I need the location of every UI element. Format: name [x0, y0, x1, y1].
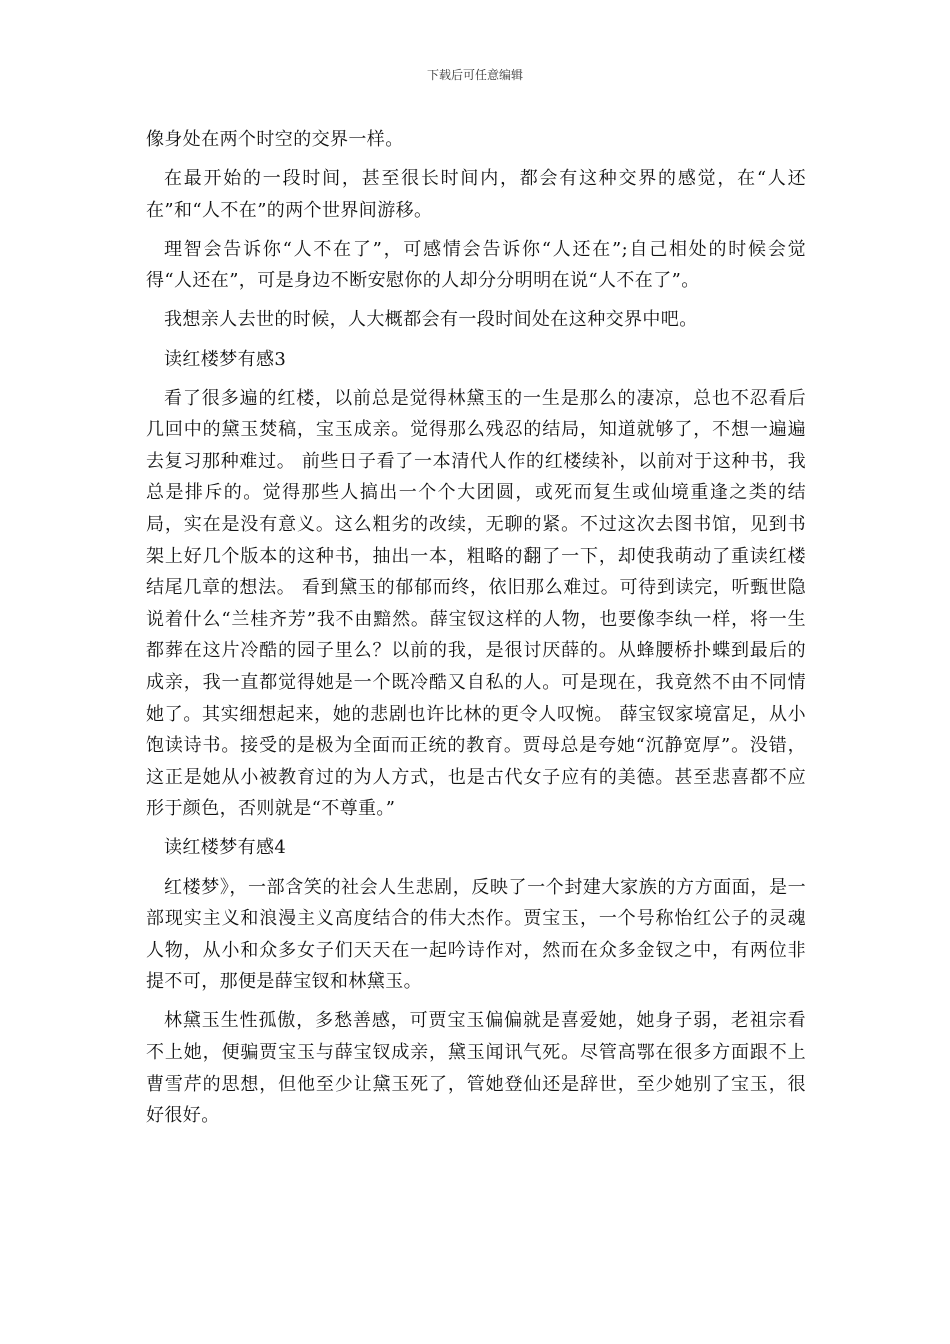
document-body — [146, 124, 806, 1132]
section-heading-3: 读红楼梦有感3 — [164, 348, 287, 370]
paragraph-1: 像身处在两个时空的交界一样。 — [146, 129, 404, 150]
paragraph-3: 理智会告诉你“人不在了”，可感情会告诉你“人还在”;自己相处的时候会觉得“人还在”，可是身边不断安慰你的人却分分明明在说“人不在了”。 — [146, 238, 806, 292]
paragraph-2: 在最开始的一段时间，甚至很长时间内，都会有这种交界的感觉，在“人还在”和“人不在”的两个世界间游移。 — [146, 168, 806, 221]
page-header: 下载后可任意编辑 — [426, 68, 523, 82]
paragraph-7: 林黛玉生性孤傲，多愁善感，可贾宝玉偏偏就是喜爱她，她身子弱，老祖宗看不上她，便骗贾宝玉与薛宝钗成亲，黛玉闻讯气死。尽管高鄂在很多方面跟不上曹雪芹的思想，但他至少让黛玉死了，管她登仙还是辞世，至少她别了宝玉，很好很好。 — [146, 1010, 806, 1127]
paragraph-5: 看了很多遍的红楼，以前总是觉得林黛玉的一生是那么的凄凉，总也不忍看后几回中的黛玉焚稿，宝玉成亲。觉得那么残忍的结局，知道就够了，不想一遍遍去复习那种难过。 前些日子看了一本清代人作的红楼续补，以前对于这种书，我总是排斥的。觉得那些人搞出一个个大团圆，或死而复生或仙境重逢之类的结局，实在是没有意义。这么粗劣的改续，无聊的紧。不过这次去图书馆，见到书架上好几个版本的这种书，抽出一本，粗略的翻了一下，却使我萌动了重读红楼结尾几章的想法。 看到黛玉的郁郁而终，依旧那么难过。可待到读完，听甄世隐说着什么“兰桂齐芳”我不由黯然。薛宝钗这样的人物，也要像李纨一样，将一生都葬在这片冷酷的园子里么？以前的我，是很讨厌薛的。从蜂腰桥扑蝶到最后的成亲，我一直都觉得她是一个既冷酷又自私的人。可是现在，我竟然不由不同情她了。其实细想起来，她的悲剧也许比林的更令人叹惋。 薛宝钗家境富足，从小饱读诗书。接受的是极为全面而正统的教育。贾母总是夸她“沉静宽厚”。没错，这正是她从小被教育过的为人方式，也是古代女子应有的美德。甚至悲喜都不应形于颜色，否则就是“不尊重。” — [146, 387, 806, 820]
paragraph-4: 我想亲人去世的时候，人大概都会有一段时间处在这种交界中吧。 — [164, 309, 698, 331]
section-heading-4: 读红楼梦有感4 — [164, 837, 287, 859]
paragraph-6: 红楼梦》，一部含笑的社会人生悲剧，反映了一个封建大家族的方方面面，是一部现实主义和浪漫主义高度结合的伟大杰作。贾宝玉，一个号称怡红公子的灵魂人物，从小和众多女子们天天在一起吟诗作对，然而在众多金钗之中，有两位非提不可，那便是薛宝钗和林黛玉。 — [146, 876, 806, 993]
